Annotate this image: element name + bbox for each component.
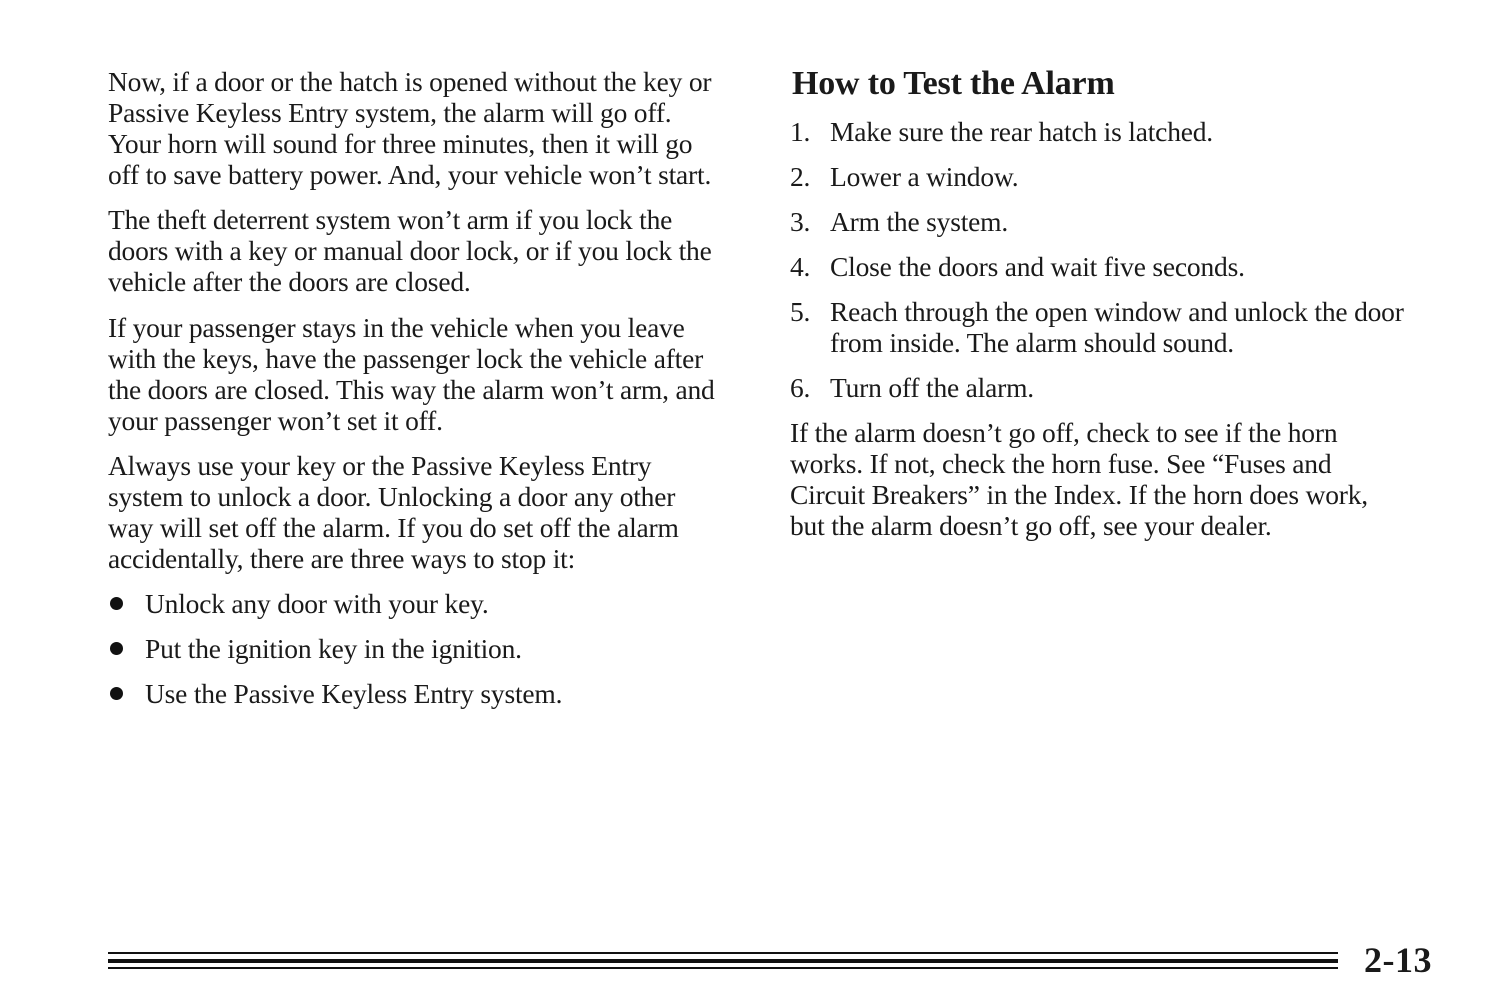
paragraph-alarm-trigger: Now, if a door or the hatch is opened without the key or Passive Keyless Entry system, the alarm will go off. Your horn will sound for three minutes, then it will go off to save battery power. And, your vehicle won’t start.: [108, 66, 712, 190]
footer-rule: [108, 959, 1338, 963]
bullet-icon: [110, 687, 123, 700]
bullet-icon: [110, 597, 123, 610]
bullet-icon: [110, 642, 123, 655]
step-text: Turn off the alarm.: [830, 372, 1034, 403]
step-text: Make sure the rear hatch is latched.: [830, 116, 1213, 147]
step-text: Close the doors and wait five seconds.: [830, 251, 1245, 282]
paragraph-alarm-troubleshoot: If the alarm doesn’t go off, check to see if the horn works. If not, check the horn fuse. See “Fuses and Circuit Breakers” in the Index. If the horn does work, but the alarm doesn’t go off, see your dealer.: [790, 417, 1368, 541]
page-number: 2-13: [1364, 940, 1432, 980]
bullet-text: Put the ignition key in the ignition.: [145, 633, 522, 664]
step-number: 4.: [790, 251, 811, 282]
step-number: 5.: [790, 296, 811, 327]
paragraph-arm-conditions: The theft deterrent system won’t arm if you lock the doors with a key or manual door lock, or if you lock the vehicle after the doors are closed.: [108, 204, 712, 297]
footer-rule: [108, 967, 1338, 969]
bullet-text: Use the Passive Keyless Entry system.: [145, 678, 563, 709]
step-text: Arm the system.: [830, 206, 1009, 237]
bullet-text: Unlock any door with your key.: [145, 588, 489, 619]
step-text: Lower a window.: [830, 161, 1019, 192]
footer-rule: [108, 952, 1338, 954]
step-number: 3.: [790, 206, 811, 237]
step-number: 6.: [790, 372, 811, 403]
step-number: 1.: [790, 116, 811, 147]
paragraph-passenger: If your passenger stays in the vehicle when you leave with the keys, have the passenger lock the vehicle after the doors are closed. This way the alarm won’t arm, and your passenger won’t set it off.: [108, 312, 715, 436]
step-number: 2.: [790, 161, 811, 192]
section-heading: How to Test the Alarm: [792, 65, 1115, 102]
paragraph-unlock-methods: Always use your key or the Passive Keyless Entry system to unlock a door. Unlocking a door any other way will set off the alarm. If you do set off the alarm accidentally, there are three ways to stop it:: [108, 450, 679, 574]
step-text: Reach through the open window and unlock the door from inside. The alarm should sound.: [830, 296, 1404, 358]
